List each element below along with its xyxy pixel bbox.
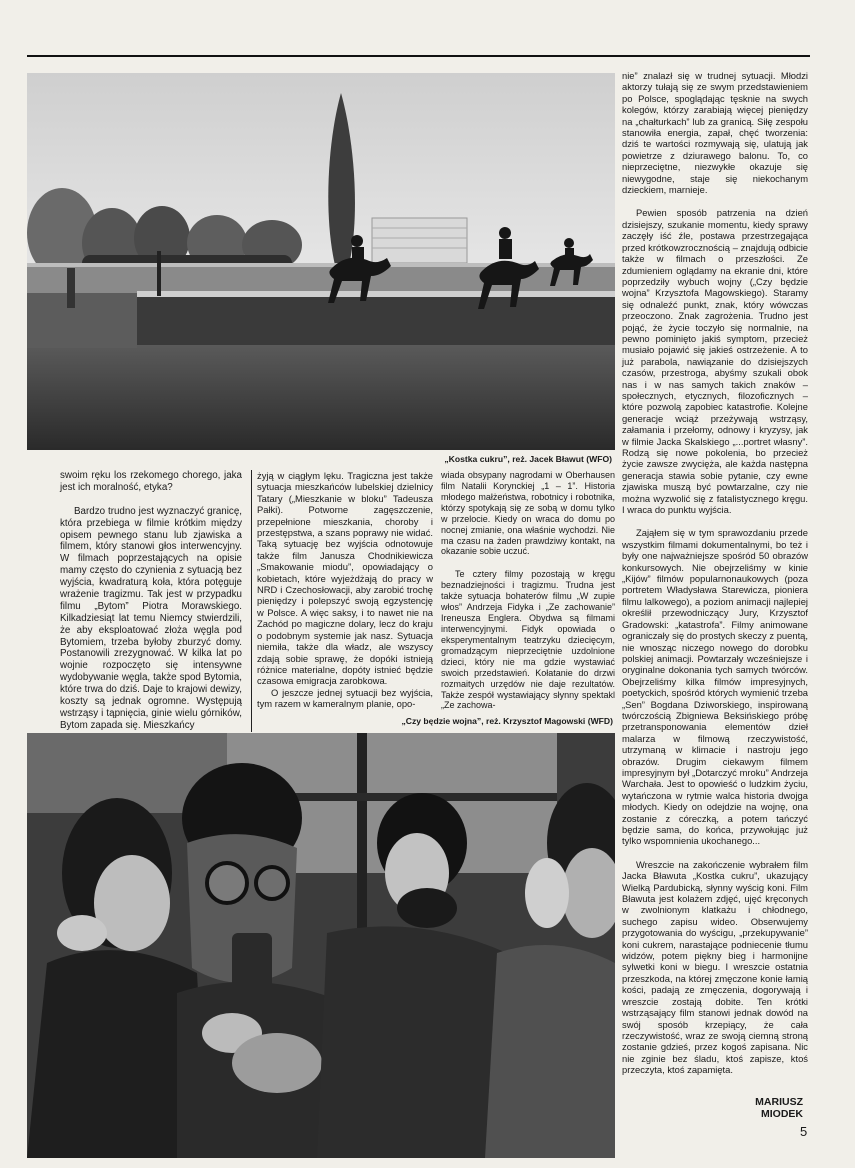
paragraph: swoim ręku los rzekomego chorego, jaka jest ich moralność, etyka? xyxy=(60,470,242,493)
top-photo-caption: „Kostka cukru”, reż. Jacek Bławut (WFO) xyxy=(444,454,612,464)
article-column-1 xyxy=(60,470,242,732)
paragraph: Bardzo trudno jest wyznaczyć granicę, która przebiega w filmie krótkim między opisem pewnego stanu lub zjawiska a filmem, który stanowi głos interwencyjny. W filmach poprzestających na opisie mamy często do czynienia z sytuacją bez wyjścia, kwadraturą koła, która potęguje wrażenie tragizmu. Tak jest w przypadku filmu „Bytom” Piotra Morawskiego. Kilkadziesiąt lat temu Niemcy stwierdzili, że aby eksploatować złoża węgla pod Bytomiem, trzeba byłoby zburzyć domy. Postanowili zrezygnować. W kilka lat po wojnie rozpoczęto się intensywne wydobywanie węgla, także spod Bytomia, które trwa do dziś. Daje to krajowi dewizy, koszty są jednak ogromne. Występują wstrząsy i tąpnięcia, ginie wielu górników, Bytom zapada się. Mieszkańcy xyxy=(60,505,242,731)
horse-race-photo xyxy=(27,73,615,450)
paragraph: Wreszcie na zakończenie wybrałem film Jacka Bławuta „Kostka cukru”, ukazujący Wielką Pardubicką, słynny wyścig koni. Film Bławuta jest kolażem zdjęć, ujęć kręconych w zwolnionym klatkażu i chłodnego, suchego zapisu wideo. Obserwujemy przygotowania do wyścigu, „przekupywanie” koni cukrem, narastające podniecenie tłumu widzów, potem piękny bieg i harmonijne sylwetki koni w biegu. I wreszcie ostatnia przeszkoda, na której zmęczone konie łamią kości, padają ze zmęczenia, dogorywają i wreszcie zostają dobite. Ten krótki wstrząsający film stanowi jednak dowód na swój sposób krzepiący, że cała rzeczywistość, wraz ze swoją ciemną stroną zostanie gdzieś, przez kogoś zapisana. Nic nie zginie bez śladu, ktoś zapisze, ktoś przeczyta, ktoś zapamięta. xyxy=(622,858,808,1076)
column-divider xyxy=(251,470,252,732)
article-column-3 xyxy=(441,470,615,711)
paragraph: O jeszcze jednej sytuacji bez wyjścia, tym razem w kameralnym planie, opo- xyxy=(257,686,433,710)
gas-mask-photo xyxy=(27,733,615,1158)
author-first-name: MARIUSZ xyxy=(755,1096,803,1108)
article-column-4 xyxy=(622,70,808,1076)
paragraph: Te cztery filmy pozostają w kręgu beznadziejności i tragizmu. Trudna jest także sytuacja bohaterów filmu „W zupie włos” Andrzeja Fidyka i „Ze zachowanie” Ireneusza Englera. Obydwa są filmami interwencyjnymi. Fidyk opowiada o eksperymentalnym teatrzyku dziecięcym, gromadzącym nieprzeciętnie uzdolnione dzieci, który nie ma gdzie wystawiać swoich przedstawień. Kołatanie do drzwi rozmaitych urzędów nie daje rezultatów. Także zespół wystawiający słynny spektakl „Ze zachowa- xyxy=(441,569,615,711)
page-number: 5 xyxy=(800,1124,808,1139)
paragraph: żyją w ciągłym lęku. Tragiczna jest także sytuacja mieszkańców lubelskiej dzielnicy Tatary („Mieszkanie w bloku” Tadeusza Pałki). Potworne zagęszczenie, przepełnione mieszkania, choroby i przestępstwa, a szans poprawy nie widać. Taką sytuację bez wyjścia odnotowuje także film Janusza Chodnikiewicza „Smakowanie miodu”, opowiadający o kobietach, które wyjeżdżają do pracy w NRD i Czechosłowacji, aby zarobić trochę pieniędzy i polepszyć swoją egzystencję w Polsce. A więc saksy, i to nawet nie na Zachód po magiczne dolary, lecz do kraju o podobnym systemie jak nasz. Sytuacja niemiła, także dla władz, ale wszyscy zdają sobie sprawę, że dopóki istnieją różnice materialne, dopóty istnieć będzie czasowa emigracja zarobkowa. xyxy=(257,470,433,687)
paragraph: nie” znalazł się w trudnej sytuacji. Młodzi aktorzy tułają się ze swym przedstawieniem po Polsce, spoglądając tęsknie na swych kolegów, którzy zarabiają więcej pieniędzy na „chałturkach” lub za granicą. Siłę zespołu stanowiła energia, zapał, chęć tworzenia: dziś te wartości rozmywają się, ulatują jak powietrze z dziurawego balonu. To, co nieprzeciętne, niezwykłe okazuje się niewygodne, staje się niekochanym dzieckiem, marnieje. xyxy=(622,70,808,196)
paragraph: Zająłem się w tym sprawozdaniu przede wszystkim filmami dokumentalnymi, bo też i były one najważniejsze spośród 50 obrazów konkursowych. Nie obejrzeliśmy w kinie „Kijów” filmów popularnonaukowych (poza portretem Władysława Starewicza, pioniera filmu lalkowego), a poziom animacji najlepiej określił przewodniczący Jury, Krzysztof Gradowski: „katastrofa”. Filmy animowane ograniczały się do prostych skeczy z puentą, nie wnosząc niczego nowego do dorobku polskiej animacji. Powtarzały wcześniejsze i oryginalne dokonania tych samych twórców. Obejrzeliśmy kilka filmów impresyjnych, poetyckich, spośród których wymienić trzeba „Sen” Bogdana Dziworskiego, inspirowaną twórczością Zbigniewa Beksińskiego próbę przetransponowania elementów dzieł malarza w filmową rzeczywistość, utrzymaną w klimacie i nastroju jego obrazów. Drugim ciekawym filmem impresyjnym był „Dotarczyć mroku” Andrzeja Warchała. Jest to opowieść o ludzkim życiu, wytańczona w rytmie walca historia dwojga młodych. Kiedy on odejdzie na wojnę, ona zostanie z córeczką, a potem tańczyć będzie sama, do końca, przywołując już tylko wspomnienia ukochanego... xyxy=(622,527,808,847)
middle-photo-caption: „Czy będzie wojna”, reż. Krzysztof Magowski (WFD) xyxy=(401,716,613,726)
author-signature xyxy=(755,1096,803,1120)
paragraph: Pewien sposób patrzenia na dzień dzisiejszy, szukanie momentu, kiedy sprawy zaczęły iść źle, postawa przestrzegająca przed krótkowzrocznością – znajdują odbicie także w filmach o przeszłości. Ze zdumieniem oglądamy na ekranie dni, które poprzedziły wybuch wojny („Czy będzie wojna” Krzysztofa Magowskiego). Staramy się odnaleźć punkt, znak, który wówczas przeoczono. Znak zagrożenia. Trudno jest pojąć, że życie toczyło się normalnie, na pewno pominięto jakiś symptom, przecież musiało pojawić się jakieś ostrzeżenie. A to już parabola, nawiązanie do dzisiejszych czasów, przestroga, abyśmy szukali obok nas i w nas samych takich znaków – społecznych, etycznych, filozoficznych – które pozwolą zapobiec katastrofie. Kolejne generacje wciąż przeżywają wstrząsy, załamania i przełomy, odnowy i kryzysy, jak w filmie Jacka Skalskiego „...portret własny”. Rodzą się nowe pokolenia, bo przecież życie zawsze zwycięża, ale każda następna generacja stawia sobie pytanie, czy ewne zjawiska muszą być powtarzalne, czy nie można wyzwolić się z fatalistycznego kręgu. I wraca do punktu wyjścia. xyxy=(622,207,808,516)
author-last-name: MIODEK xyxy=(761,1108,803,1120)
article-column-2 xyxy=(257,470,433,710)
top-rule xyxy=(27,55,810,57)
paragraph: wiada obsypany nagrodami w Oberhausen film Natalii Korynckiej „1 – 1”. Historia młodego małżeństwa, robotnicy i robotnika, którzy spotykają się ze sobą w domu tylko w przelocie. Kiedy on wraca do domu po nocnej zmianie, ona właśnie wychodzi. Nie ma czasu na żaden prawdziwy kontakt, na okazanie sobie uczuć. xyxy=(441,470,615,557)
